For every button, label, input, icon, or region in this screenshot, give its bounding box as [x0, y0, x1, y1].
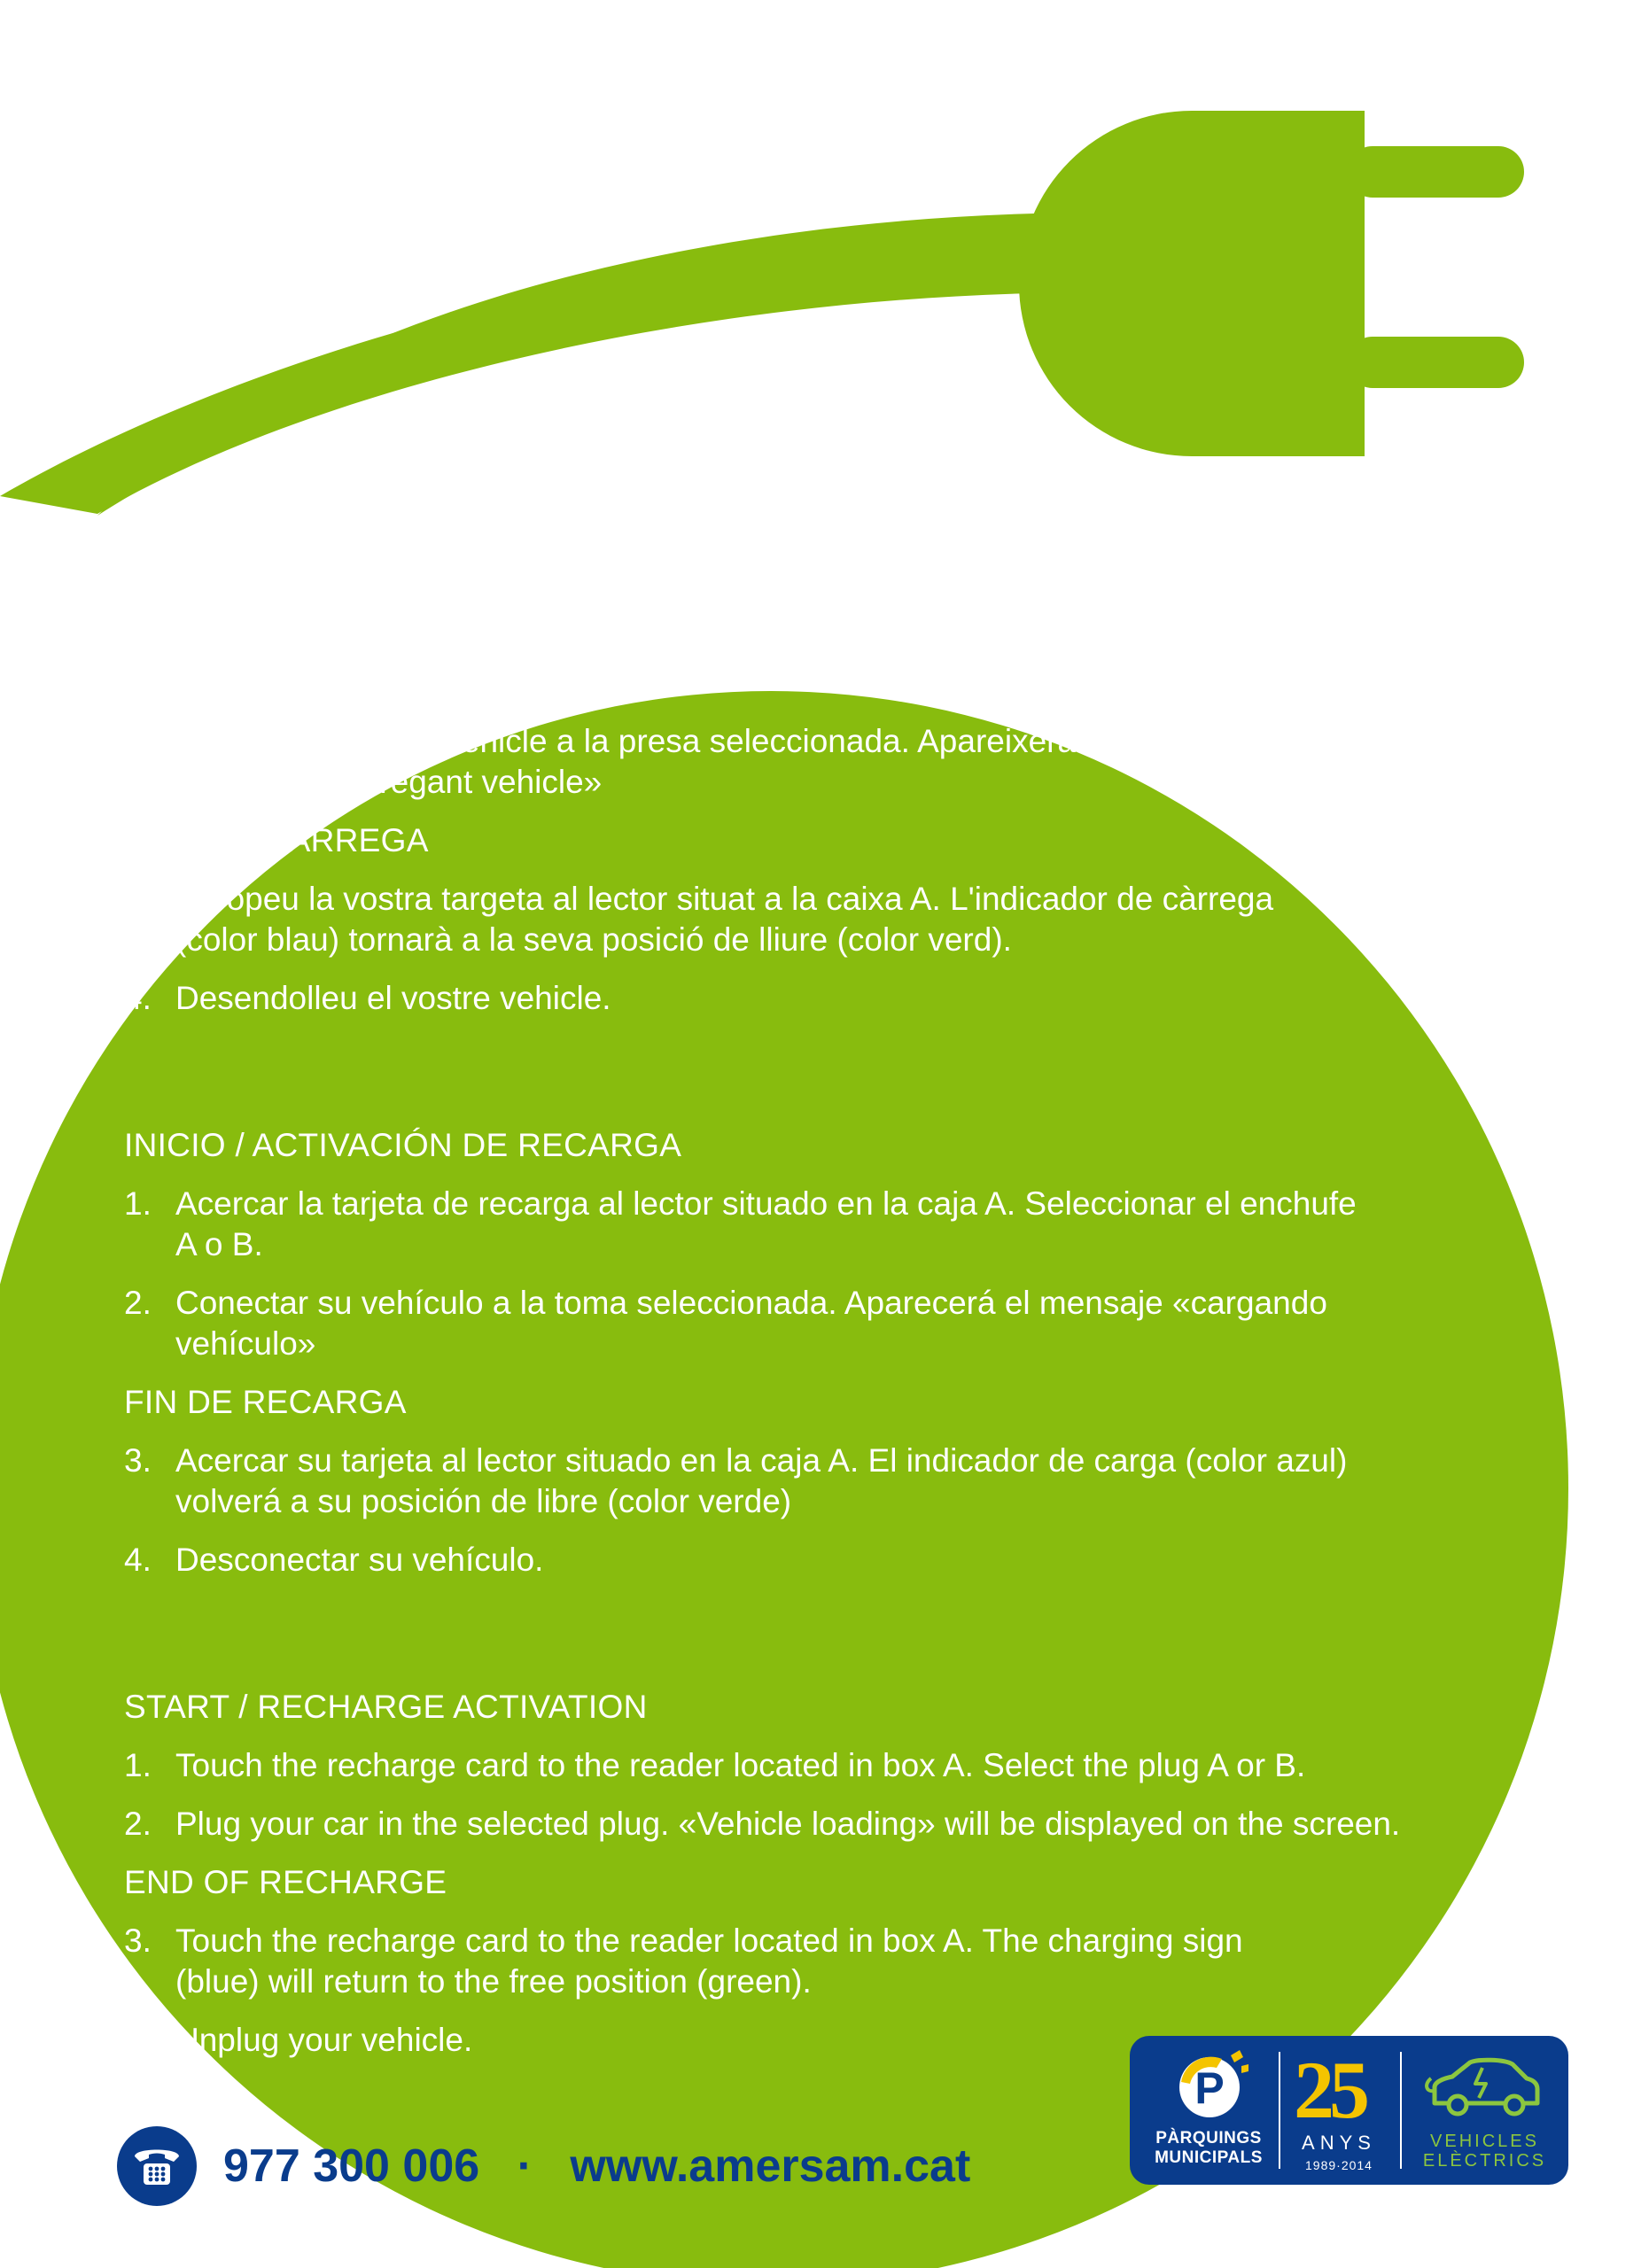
section-heading: INICIO / ACTIVACIÓN DE RECARGA: [124, 1127, 682, 1163]
item-text: Touch the recharge card to the reader located in box A. Select the plug A or B.: [175, 1747, 1306, 1783]
parking-p-icon: [1169, 2047, 1250, 2128]
section-heading: START / RECHARGE ACTIVATION: [124, 1689, 648, 1725]
divider: [1400, 2052, 1402, 2169]
item-number: 1.: [124, 624, 152, 660]
divider: [1279, 2052, 1280, 2169]
parking-label-line1: PÀRQUINGS: [1155, 2129, 1262, 2148]
item-number: 3.: [124, 1442, 152, 1479]
item-number: 2.: [124, 723, 152, 759]
item-number: 2.: [124, 1806, 152, 1842]
parking-label: [1151, 2129, 1266, 2168]
item-text: Acercar la tarjeta de recarga al lector situado en la caja A. Seleccionar el enchufe A o B.: [175, 1185, 1357, 1262]
anniversary-years: 1989·2014: [1305, 2158, 1373, 2172]
item-number: 1.: [124, 1185, 152, 1222]
anniversary-number: 25: [1294, 2045, 1365, 2135]
section-heading: INICI / ACTIVACIÓ DE RECÀRREGA: [124, 565, 679, 602]
brand-logo: [1130, 2036, 1568, 2185]
section-en-end: [124, 1862, 1489, 2061]
separator: ·: [517, 2140, 533, 2192]
ev-label-line2: ELÈCTRICS: [1422, 2151, 1547, 2171]
list-item: [124, 1441, 1489, 1522]
list-item: [124, 879, 1489, 960]
instructions: [124, 563, 1489, 2078]
section-es-end: [124, 1382, 1489, 1581]
item-number: 3.: [124, 881, 152, 917]
list-item: [124, 721, 1489, 803]
svg-text:P: P: [1194, 2063, 1225, 2113]
item-text: Desendolleu el vostre vehicle.: [175, 980, 611, 1016]
ev-label-line1: VEHICLES: [1430, 2132, 1539, 2151]
section-en-start: [124, 1687, 1489, 1845]
website-link[interactable]: www.amersam.cat: [570, 2140, 971, 2192]
list-item: [124, 622, 1489, 703]
list-item: [124, 1184, 1489, 1265]
list-item: [124, 978, 1489, 1019]
item-number: 3.: [124, 1922, 152, 1959]
item-number: 4.: [124, 1542, 152, 1578]
list-item: [124, 1745, 1489, 1786]
list-item: [124, 1921, 1489, 2002]
section-ca-start: [124, 563, 1489, 803]
parking-label-line2: MUNICIPALS: [1155, 2148, 1263, 2167]
ev-label: [1412, 2132, 1558, 2171]
item-number: 4.: [124, 2022, 152, 2058]
item-number: 4.: [124, 980, 152, 1016]
contact-line: [223, 2140, 970, 2193]
section-heading: FIN DE RECARGA: [124, 1384, 407, 1420]
electric-car-icon: [1422, 2048, 1546, 2124]
section-ca-end: [124, 820, 1489, 1019]
item-number: 2.: [124, 1285, 152, 1321]
section-es-start: [124, 1125, 1489, 1364]
telephone-icon: [117, 2126, 197, 2206]
item-text: Conectar su vehículo a la toma seleccionada. Aparecerá el mensaje «cargando vehículo»: [175, 1285, 1327, 1362]
item-text: Apropeu la targeta de recàrrega al lector situat a la caixa A. Seleccioneu l'endoll A o B.: [175, 624, 1038, 701]
section-heading: FI DE RECÀRREGA: [124, 822, 429, 858]
item-text: Apropeu la vostra targeta al lector situat a la caixa A. L'indicador de càrrega (color blau) tornarà a la seva posició de lliure (color verd).: [175, 881, 1274, 958]
item-text: Touch the recharge card to the reader located in box A. The charging sign (blue) will return to the free position (green).: [175, 1922, 1243, 2000]
list-item: [124, 1283, 1489, 1364]
item-text: Unplug your vehicle.: [175, 2022, 473, 2058]
item-text: Desconectar su vehículo.: [175, 1542, 544, 1578]
item-number: 1.: [124, 1747, 152, 1783]
item-text: Acercar su tarjeta al lector situado en la caja A. El indicador de carga (color azul) volverá a su posición de libre (color verde): [175, 1442, 1348, 1519]
item-text: Endolleu el vostre vehicle a la presa seleccionada. Apareixerà el missatge «carregant vehicle»: [175, 723, 1111, 800]
anniversary-word: ANYS: [1302, 2132, 1376, 2154]
section-heading: END OF RECHARGE: [124, 1864, 447, 1900]
item-text: Plug your car in the selected plug. «Vehicle loading» will be displayed on the screen.: [175, 1806, 1401, 1842]
list-item: [124, 1804, 1489, 1845]
list-item: [124, 1540, 1489, 1581]
phone-number: 977 300 006: [223, 2140, 480, 2192]
